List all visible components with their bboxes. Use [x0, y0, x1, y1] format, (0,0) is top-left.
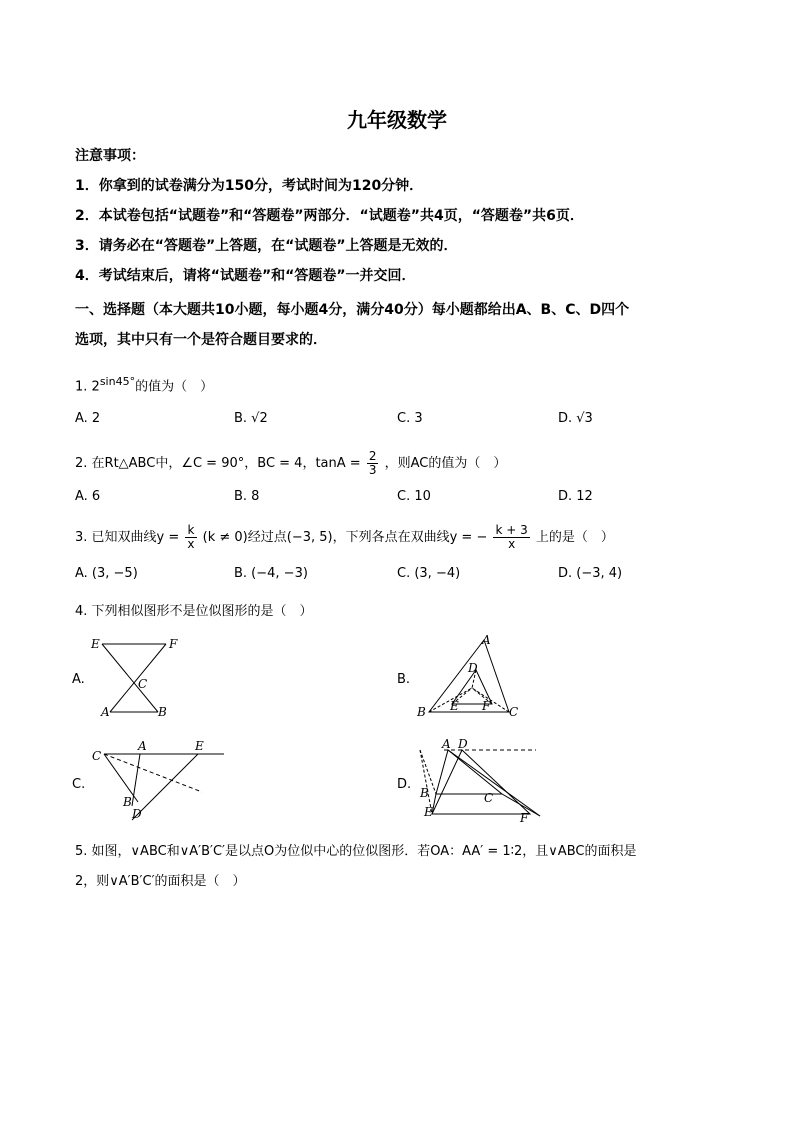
stem-suffix: 上的是（ ） — [535, 530, 614, 545]
q3-option-a: A. (3, −5) — [75, 566, 138, 581]
label-a: A — [442, 737, 451, 751]
fraction — [367, 450, 379, 477]
label-a: A — [482, 633, 491, 647]
stem-suffix: ，则AC的值为（ ） — [384, 456, 507, 471]
notice-item: 1．你拿到的试卷满分为150分，考试时间为120分钟． — [75, 178, 424, 194]
label-d: D — [132, 807, 142, 821]
page-title: 九年级数学 — [347, 108, 447, 132]
label-d: D — [458, 737, 468, 751]
figure-a-hourglass — [88, 632, 188, 722]
q2-option-d: D. 12 — [558, 489, 593, 504]
figure-d-parallel-triangles — [414, 736, 546, 824]
figure-c-lines — [88, 738, 228, 822]
q3-option-c: C. (3, −4) — [397, 566, 461, 581]
label-e: E — [91, 637, 100, 651]
notice-item: 3．请务必在“答题卷”上答题，在“试题卷”上答题是无效的． — [75, 238, 458, 254]
notice-heading: 注意事项： — [75, 148, 145, 164]
figure-b-nested-triangles — [414, 630, 534, 722]
label-b: B — [417, 705, 426, 719]
q2-option-c: C. 10 — [397, 489, 431, 504]
question-2-stem — [75, 450, 506, 477]
notice-item: 2．本试卷包括“试题卷”和“答题卷”两部分．“试题卷”共4页，“答题卷”共6页． — [75, 208, 584, 224]
base: 2 — [91, 379, 100, 395]
denominator: 3 — [368, 463, 377, 477]
numerator: 2 — [368, 449, 377, 463]
question-number: 1. — [75, 379, 88, 395]
question-5-stem-cont: 2，则∨A′B′C′的面积是（ ） — [75, 874, 246, 889]
label-a: A — [138, 739, 147, 753]
label-f: F — [482, 699, 491, 713]
label-f: F — [520, 811, 529, 824]
q1-option-b: B. √2 — [234, 411, 268, 426]
fraction-k-over-x — [185, 524, 196, 551]
numerator: k — [185, 524, 196, 538]
label-c: C — [92, 749, 102, 763]
fraction-k-plus-3-over-x — [493, 524, 529, 551]
question-5-stem: 5. 如图，∨ABC和∨A′B′C′是以点O为位似中心的位似图形．若OA：AA′ = 1∶2，且∨ABC的面积是 — [75, 844, 637, 859]
notice-item: 4．考试结束后，请将“试题卷”和“答题卷”一并交回． — [75, 268, 416, 284]
label-e: E — [195, 739, 204, 753]
label-b: B — [158, 705, 167, 719]
question-3-stem — [75, 524, 614, 551]
stem-middle: (k ≠ 0)经过点(−3, 5)，下列各点在双曲线y = − — [202, 530, 488, 545]
label-a: A — [101, 705, 110, 719]
q4-option-d-label: D. — [397, 777, 412, 792]
q4-option-c-label: C. — [72, 777, 86, 792]
stem-prefix: 2. 在Rt△ABC中，∠C = 90°，BC = 4，tanA = — [75, 456, 361, 471]
denominator: x — [508, 537, 516, 551]
label-c: C — [138, 677, 148, 691]
label-c: C — [509, 705, 519, 719]
q3-option-b: B. (−4, −3) — [234, 566, 308, 581]
stem-tail: 的值为（ ） — [135, 379, 214, 395]
exponent: sin45° — [99, 375, 136, 388]
denominator: x — [187, 537, 195, 551]
q3-option-d: D. (−3, 4) — [558, 566, 623, 581]
q4-option-a-label: A. — [72, 672, 85, 687]
q2-option-a: A. 6 — [75, 489, 101, 504]
question-4-stem: 4. 下列相似图形不是位似图形的是（ ） — [75, 604, 313, 619]
q1-option-c: C. 3 — [397, 411, 423, 426]
section-heading: 一、选择题（本大题共10小题，每小题4分，满分40分）每小题都给出A、B、C、D四个 — [75, 302, 630, 318]
q4-option-b-label: B. — [397, 672, 411, 687]
label-e: E — [424, 805, 433, 819]
stem-prefix: 3. 已知双曲线y = — [75, 530, 180, 545]
label-f: F — [169, 637, 178, 651]
q1-option-d: D. √3 — [558, 411, 593, 426]
q2-option-b: B. 8 — [234, 489, 260, 504]
label-b: B — [420, 786, 429, 800]
section-heading-cont: 选项，其中只有一个是符合题目要求的． — [75, 332, 327, 348]
question-1-stem — [75, 372, 213, 397]
numerator: k + 3 — [495, 523, 528, 537]
q1-option-a: A. 2 — [75, 411, 101, 426]
label-b: B — [123, 795, 132, 809]
label-e: E — [450, 699, 459, 713]
label-c: C — [484, 791, 494, 805]
label-d: D — [468, 661, 478, 675]
